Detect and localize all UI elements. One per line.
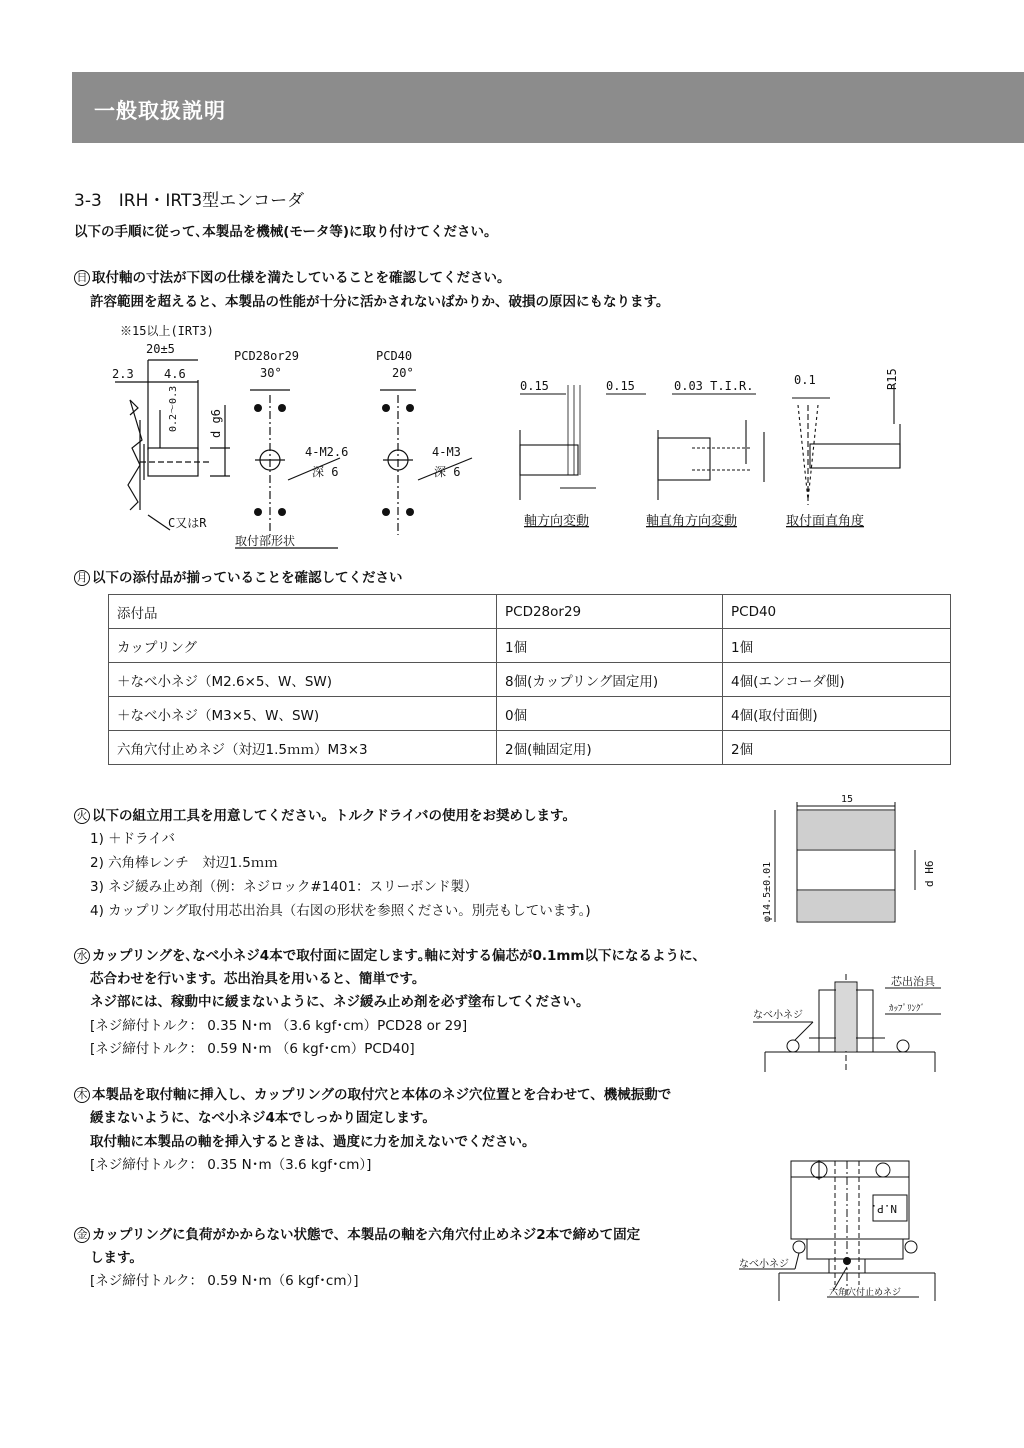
step3-line (74, 804, 576, 824)
step4-line3: ネジ部には、稼動中に緩まないように、ネジ緩み止め剤を必ず塗布してください。 (90, 994, 590, 1010)
label-coupling: ｶｯﾌﾟﾘﾝｸﾞ (889, 1004, 926, 1014)
step2-text: 以下の添付品が揃っていることを確認してください (92, 570, 403, 586)
caption-perpendicular: 取付面直角度 (786, 514, 865, 529)
step4-text: カップリングを､なべ小ネジ4本で取付面に固定します｡軸に対する偏芯が0.1mm以下になるように、 (92, 948, 706, 964)
caption-axial: 軸方向変動 (524, 514, 590, 529)
encoder-assembly-figure (735, 1155, 945, 1305)
tool-item: 3) ネジ緩み止め剤（例：ネジロック#1401：スリーボンド製） (90, 879, 478, 895)
table-cell: 2個(軸固定用) (497, 731, 723, 765)
step-mark: 日 (74, 270, 90, 286)
step3-text: 以下の組立用工具を用意してください。トルクドライバの使用をお奨めします。 (92, 808, 576, 824)
label-pan-screw: なべ小ネジ (753, 1010, 803, 1021)
label-set-screw: 六角穴付止めネジ (829, 1288, 902, 1298)
table-row (109, 629, 951, 663)
table-cell: 2個 (723, 731, 951, 765)
table-cell: ＋なべ小ネジ（M3×5、W、SW) (109, 697, 497, 731)
step6-text: カップリングに負荷がかからない状態で、本製品の軸を六角穴付止めネジ2本で締めて固定 (92, 1227, 641, 1243)
shaft-dimension-figure (100, 320, 500, 560)
table-row (109, 663, 951, 697)
step-mark: 火 (74, 808, 90, 824)
dim-20: 20±5 (146, 342, 175, 356)
table-cell: 4個(取付面側) (723, 697, 951, 731)
step4-line1 (74, 944, 706, 964)
jig-width: 15 (841, 794, 854, 805)
tilt-0-1: 0.1 (794, 373, 816, 387)
label-nameplate: N.P. (870, 1202, 897, 1215)
depth-1: 深 6 (312, 465, 339, 479)
step5-line1 (74, 1083, 671, 1103)
table-header-row (109, 595, 951, 629)
angle-30: 30° (260, 366, 282, 380)
section-title: 3-3 IRH・IRT3型エンコーダ (74, 191, 305, 211)
jig-bore: d H6 (923, 860, 936, 887)
step4-torque1: [ネジ締付トルク： 0.35 N･m （3.6 kgf･cm）PCD28 or 29] (90, 1018, 468, 1034)
tool-item: 4) カップリング取付用芯出治具（右図の形状を参照ください。別売もしています。) (90, 903, 591, 919)
intro-text: 以下の手順に従って､本製品を機械(モータ等)に取り付けてください。 (74, 224, 498, 240)
step-mark: 水 (74, 948, 90, 964)
axial-0-15-a: 0.15 (520, 379, 549, 393)
chamfer-label: C又はR (168, 516, 207, 530)
dim-4-6: 4.6 (164, 367, 186, 381)
pcd40-label: PCD40 (376, 349, 413, 363)
step5-line2: 緩まないように、なべ小ネジ4本でしっかり固定します。 (90, 1110, 436, 1126)
jig-figure (755, 792, 945, 927)
header-cell: PCD40 (723, 595, 951, 629)
step6-torque: [ネジ締付トルク： 0.59 N･m（6 kgf･cm）] (90, 1273, 359, 1289)
step6-line1 (74, 1223, 640, 1243)
table-cell: 1個 (497, 629, 723, 663)
accessories-table (108, 594, 951, 765)
caption-radial: 軸直角方向変動 (646, 514, 738, 529)
table-row (109, 731, 951, 765)
step5-torque: [ネジ締付トルク： 0.35 N･m（3.6 kgf･cm）] (90, 1157, 372, 1173)
step4-torque2: [ネジ締付トルク： 0.59 N･m （6 kgf･cm）PCD40] (90, 1041, 415, 1057)
header-cell: PCD28or29 (497, 595, 723, 629)
dim-dg6: d g6 (209, 409, 223, 438)
table-cell: 六角穴付止めネジ（対辺1.5ｍｍ）M3×3 (109, 731, 497, 765)
step-mark: 金 (74, 1227, 90, 1243)
table-cell: 8個(カップリング固定用) (497, 663, 723, 697)
tir-label: 0.03 T.I.R. (674, 379, 754, 393)
table-cell: 0個 (497, 697, 723, 731)
r15-label: R15 (885, 368, 899, 390)
tool-item: 1) ＋ドライバ (90, 831, 175, 847)
label-pan-screw-2: なべ小ネジ (739, 1259, 789, 1270)
page-title: 一般取扱説明 (94, 99, 226, 123)
step5-text: 本製品を取付軸に挿入し、カップリングの取付穴と本体のネジ穴位置とを合わせて、機械振動で (92, 1087, 672, 1103)
table-cell: 4個(エンコーダ側) (723, 663, 951, 697)
angle-20: 20° (392, 366, 414, 380)
screw-m26: 4-M2.6 (305, 445, 349, 459)
step5-line3: 取付軸に本製品の軸を挿入するときは、過度に力を加えないでください。 (90, 1134, 536, 1150)
table-cell: カップリング (109, 629, 497, 663)
header-banner (72, 72, 1024, 143)
tool-item: 2) 六角棒レンチ 対辺1.5ｍｍ (90, 855, 278, 871)
table-row (109, 697, 951, 731)
step-mark: 月 (74, 570, 90, 586)
dim-2-3: 2.3 (112, 367, 134, 381)
screw-m3: 4-M3 (432, 445, 461, 459)
step4-line2: 芯合わせを行います。芯出治具を用いると、簡単です。 (90, 971, 426, 987)
dim-0-2: 0.2～0.3 (168, 385, 179, 432)
header-cell: 添付品 (109, 595, 497, 629)
axial-0-15-b: 0.15 (606, 379, 635, 393)
step1-line1 (74, 266, 511, 286)
tolerance-figure (510, 360, 920, 540)
shape-caption: 取付部形状 (235, 534, 296, 548)
table-cell: ＋なべ小ネジ（M2.6×5、W、SW) (109, 663, 497, 697)
step-mark: 木 (74, 1087, 90, 1103)
step1-text: 取付軸の寸法が下図の仕様を満たしていることを確認してください。 (92, 270, 511, 286)
jig-od: φ14.5±0.01 (762, 861, 773, 922)
pcd28-label: PCD28or29 (234, 349, 300, 363)
step6-line2: します。 (90, 1250, 143, 1266)
table-cell: 1個 (723, 629, 951, 663)
coupling-jig-figure (745, 966, 945, 1076)
note-15: ※15以上(IRT3) (120, 324, 214, 338)
step2-line (74, 566, 403, 586)
step1-line2: 許容範囲を超えると、本製品の性能が十分に活かされないばかりか、破損の原因にもなります。 (90, 294, 670, 310)
depth-2: 深 6 (434, 465, 461, 479)
label-jig: 芯出治具 (891, 975, 935, 988)
